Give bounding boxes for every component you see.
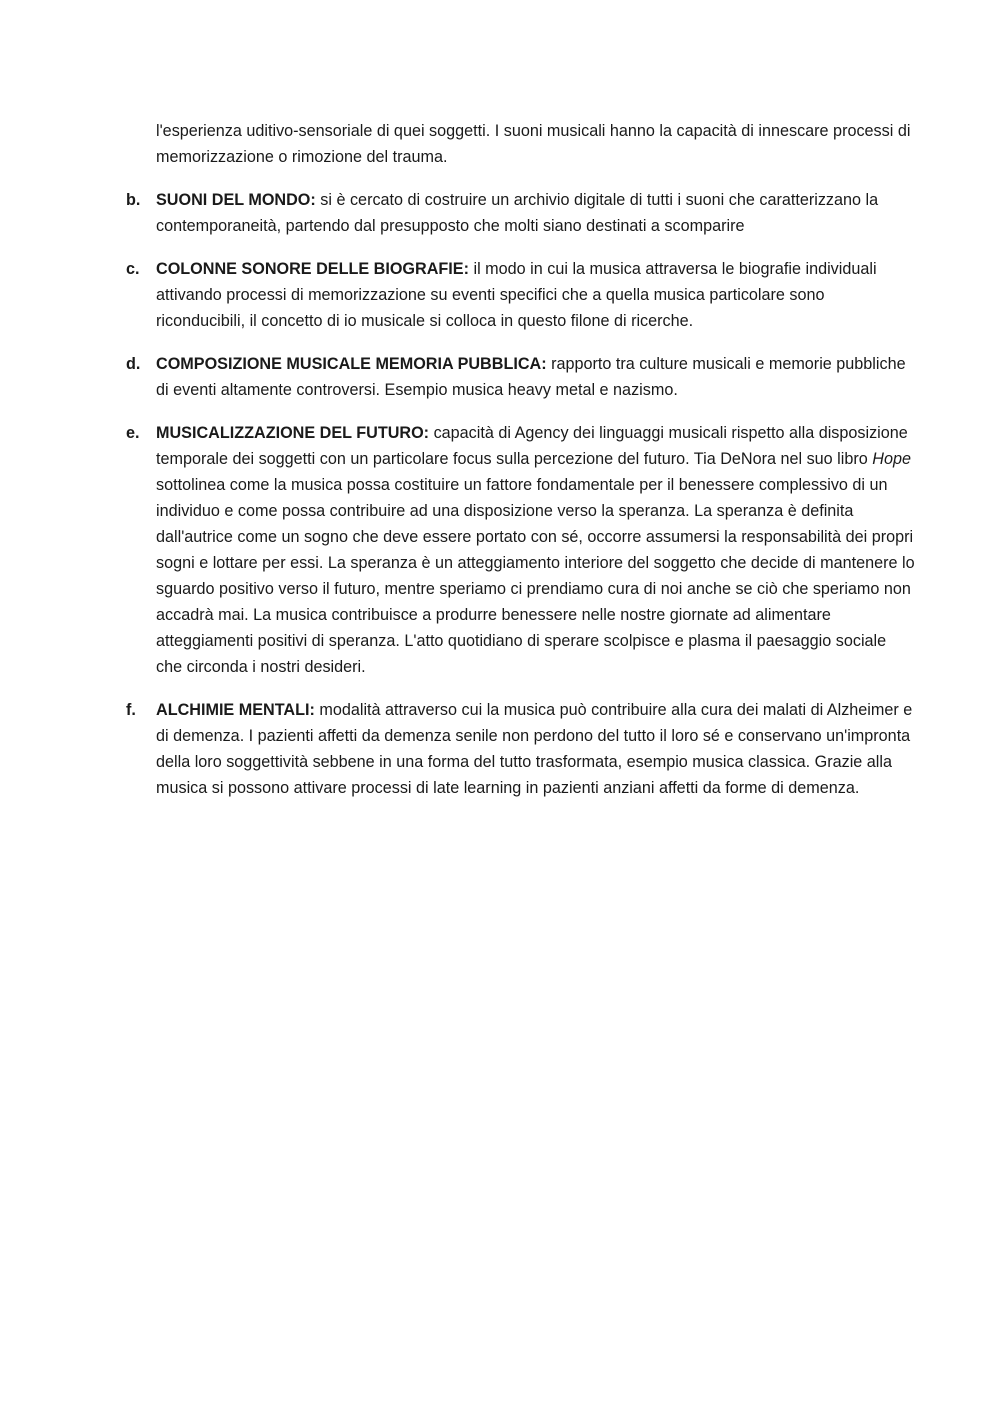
list-letter: b. [126, 191, 141, 209]
list-item-title: COLONNE SONORE DELLE BIOGRAFIE: [156, 260, 469, 278]
list-item-title: SUONI DEL MONDO: [156, 191, 316, 209]
list-item-body [156, 351, 916, 403]
list-item-title: ALCHIMIE MENTALI: [156, 701, 315, 719]
list-item-body [156, 187, 916, 239]
continuation-paragraph: l'esperienza uditivo-sensoriale di quei soggetti. I suoni musicali hanno la capacità di innescare processi di memorizzazione o rimozione del trauma. [156, 122, 911, 166]
list-item-text-continued: sottolinea come la musica possa costituire un fattore fondamentale per il benessere complessivo di un individuo e come possa contribuire ad una disposizione verso la speranza. La speranza è definita dall'autrice come un sogno che deve essere portato con sé, occorre assumersi la responsabilità dei propri sogni e lottare per essi. La speranza è un atteggiamento interiore del soggetto che decide di mantenere lo sguardo positivo verso il futuro, mentre speriamo ci prendiamo cura di noi anche se ciò che speriamo non accadrà mai. La musica contribuisce a produrre benessere nelle nostre giornate ad alimentare atteggiamenti positivi di speranza. L'atto quotidiano di sperare scolpisce e plasma il paesaggio sociale che circonda i nostri desideri. [156, 476, 915, 676]
list-item-title: COMPOSIZIONE MUSICALE MEMORIA PUBBLICA: [156, 355, 547, 373]
list-item-text: si è cercato di costruire un archivio digitale di tutti i suoni che caratterizzano la contemporaneità, partendo dal presupposto che molti siano destinati a scomparire [156, 191, 879, 235]
list-item-body [156, 697, 916, 801]
list-letter: e. [126, 424, 140, 442]
list-letter: d. [126, 355, 141, 373]
list-item-d [126, 351, 916, 403]
list-item-text: il modo in cui la musica attraversa le biografie individuali attivando processi di memorizzazione su eventi specifici che a quella musica particolare sono riconducibili, il concetto di io musicale si colloca in questo filone di ricerche. [156, 260, 877, 330]
list-item-text: capacità di Agency dei linguaggi musicali rispetto alla disposizione temporale dei soggetti con un particolare focus sulla percezione del futuro. Tia DeNora nel suo libro [156, 424, 908, 468]
list-item-f [126, 697, 916, 801]
list-item-text: rapporto tra culture musicali e memorie pubbliche di eventi altamente controversi. Esempio musica heavy metal e nazismo. [156, 355, 906, 399]
book-title: Hope [872, 450, 911, 468]
list-item-e [126, 420, 916, 680]
document-content [126, 118, 916, 818]
list-item-body [156, 256, 916, 334]
list-item-title: MUSICALIZZAZIONE DEL FUTURO: [156, 424, 430, 442]
list-item-text: modalità attraverso cui la musica può contribuire alla cura dei malati di Alzheimer e di demenza. I pazienti affetti da demenza senile non perdono del tutto il loro sé e conservano un'impronta della loro soggettività sebbene in una forma del tutto trasformata, esempio musica classica. Grazie alla musica si possono attivare processi di late learning in pazienti anziani affetti da forme di demenza. [156, 701, 913, 797]
list-letter: c. [126, 260, 140, 278]
list-item-c [126, 256, 916, 334]
list-item-body [156, 420, 916, 680]
list-item-b [126, 187, 916, 239]
list-letter: f. [126, 701, 136, 719]
